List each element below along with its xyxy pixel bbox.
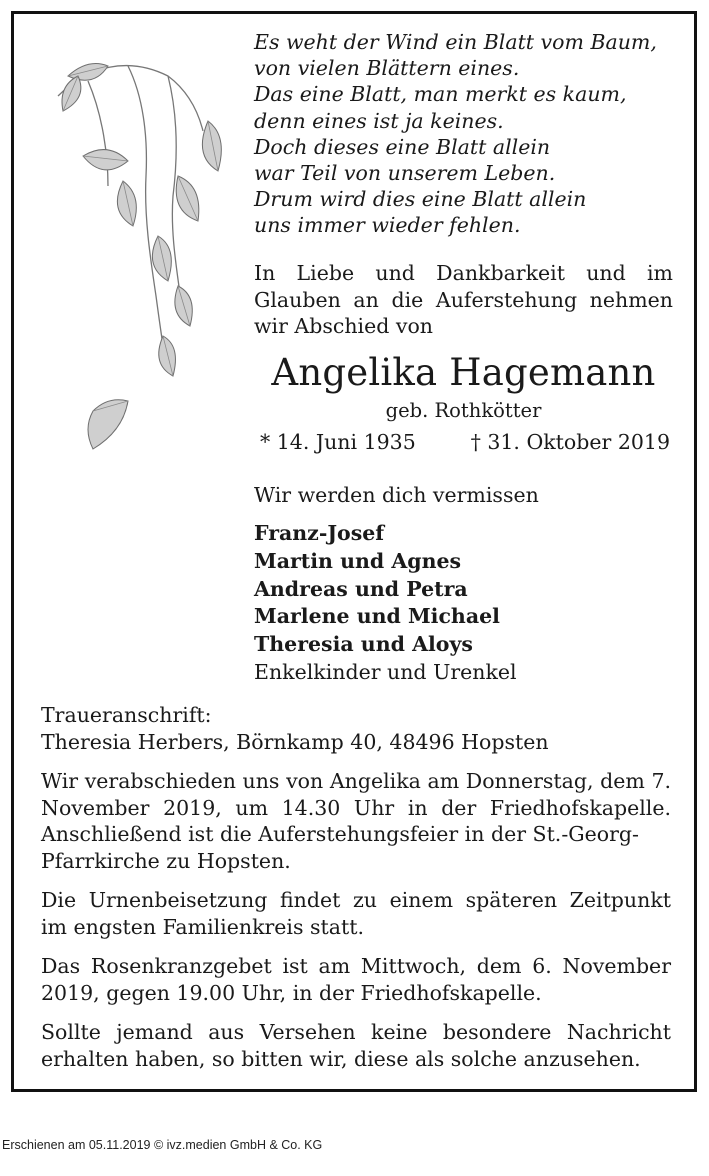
address-label: Traueranschrift: bbox=[41, 703, 212, 727]
intro-line: In Liebe und Dankbarkeit und im bbox=[254, 261, 673, 285]
urn-text: Die Urnenbeisetzung findet zu einem späteren Zeitpunkt bbox=[41, 888, 671, 912]
birch-branch-icon bbox=[28, 36, 248, 476]
poem-line: Das eine Blatt, man merkt es kaum, bbox=[254, 82, 627, 107]
miss-text: Wir werden dich vermissen bbox=[254, 483, 539, 507]
notice-paragraph bbox=[41, 1019, 671, 1072]
birth-date: * 14. Juni 1935 bbox=[260, 430, 416, 454]
poem bbox=[254, 29, 674, 239]
intro-line: wir Abschied von bbox=[254, 314, 434, 338]
notice-text: Sollte jemand aus Versehen keine besondere Nachricht bbox=[41, 1020, 671, 1044]
poem-line: war Teil von unserem Leben. bbox=[254, 161, 556, 186]
poem-line: Es weht der Wind ein Blatt vom Baum, bbox=[254, 30, 657, 54]
urn-paragraph bbox=[41, 887, 671, 940]
address-value: Theresia Herbers, Börnkamp 40, 48496 Hopsten bbox=[41, 729, 549, 754]
farewell-text: Wir verabschieden uns von Angelika am Donnerstag, dem 7. November 2019, um 14.30 Uhr in der Friedhofskapelle. Anschließend ist die Auferstehungsfeier in der St.-Georg- bbox=[41, 769, 671, 846]
notice-text-end: erhalten haben, so bitten wir, diese als solche anzusehen. bbox=[41, 1046, 641, 1071]
family-member: Martin und Agnes bbox=[254, 548, 462, 573]
mourning-address bbox=[41, 702, 671, 755]
rosary-text-end: 2019, gegen 19.00 Uhr, in der Friedhofskapelle. bbox=[41, 980, 542, 1005]
obituary-notice bbox=[11, 11, 697, 1092]
poem-line: Doch dieses eine Blatt allein bbox=[254, 134, 551, 159]
intro-text bbox=[254, 260, 673, 340]
rosary-text: Das Rosenkranzgebet ist am Mittwoch, dem 6. November bbox=[41, 954, 671, 978]
intro-line: Glauben an die Auferstehung nehmen bbox=[254, 287, 673, 312]
family-member: Marlene und Michael bbox=[254, 604, 500, 629]
family-member: Andreas und Petra bbox=[254, 576, 468, 601]
family-member: Theresia und Aloys bbox=[254, 632, 473, 657]
family-extra: Enkelkinder und Urenkel bbox=[254, 659, 517, 684]
birth-name: geb. Rothkötter bbox=[385, 399, 542, 422]
farewell-paragraph bbox=[41, 768, 671, 874]
deceased-name: Angelika Hagemann bbox=[271, 351, 656, 394]
farewell-text-end: Pfarrkirche zu Hopsten. bbox=[41, 848, 291, 873]
urn-text-end: im engsten Familienkreis statt. bbox=[41, 914, 364, 939]
rosary-paragraph bbox=[41, 953, 671, 1006]
poem-line: Drum wird dies eine Blatt allein bbox=[254, 187, 587, 212]
poem-line: uns immer wieder fehlen. bbox=[254, 213, 521, 238]
poem-line: von vielen Blättern eines. bbox=[254, 56, 520, 81]
family-member: Franz-Josef bbox=[254, 521, 385, 545]
poem-line: denn eines ist ja keines. bbox=[254, 108, 504, 133]
death-date: † 31. Oktober 2019 bbox=[470, 430, 670, 454]
publication-footer: Erschienen am 05.11.2019 © ivz.medien GmbH & Co. KG bbox=[2, 1138, 323, 1152]
family-list bbox=[254, 520, 517, 687]
details-section bbox=[41, 702, 671, 1085]
